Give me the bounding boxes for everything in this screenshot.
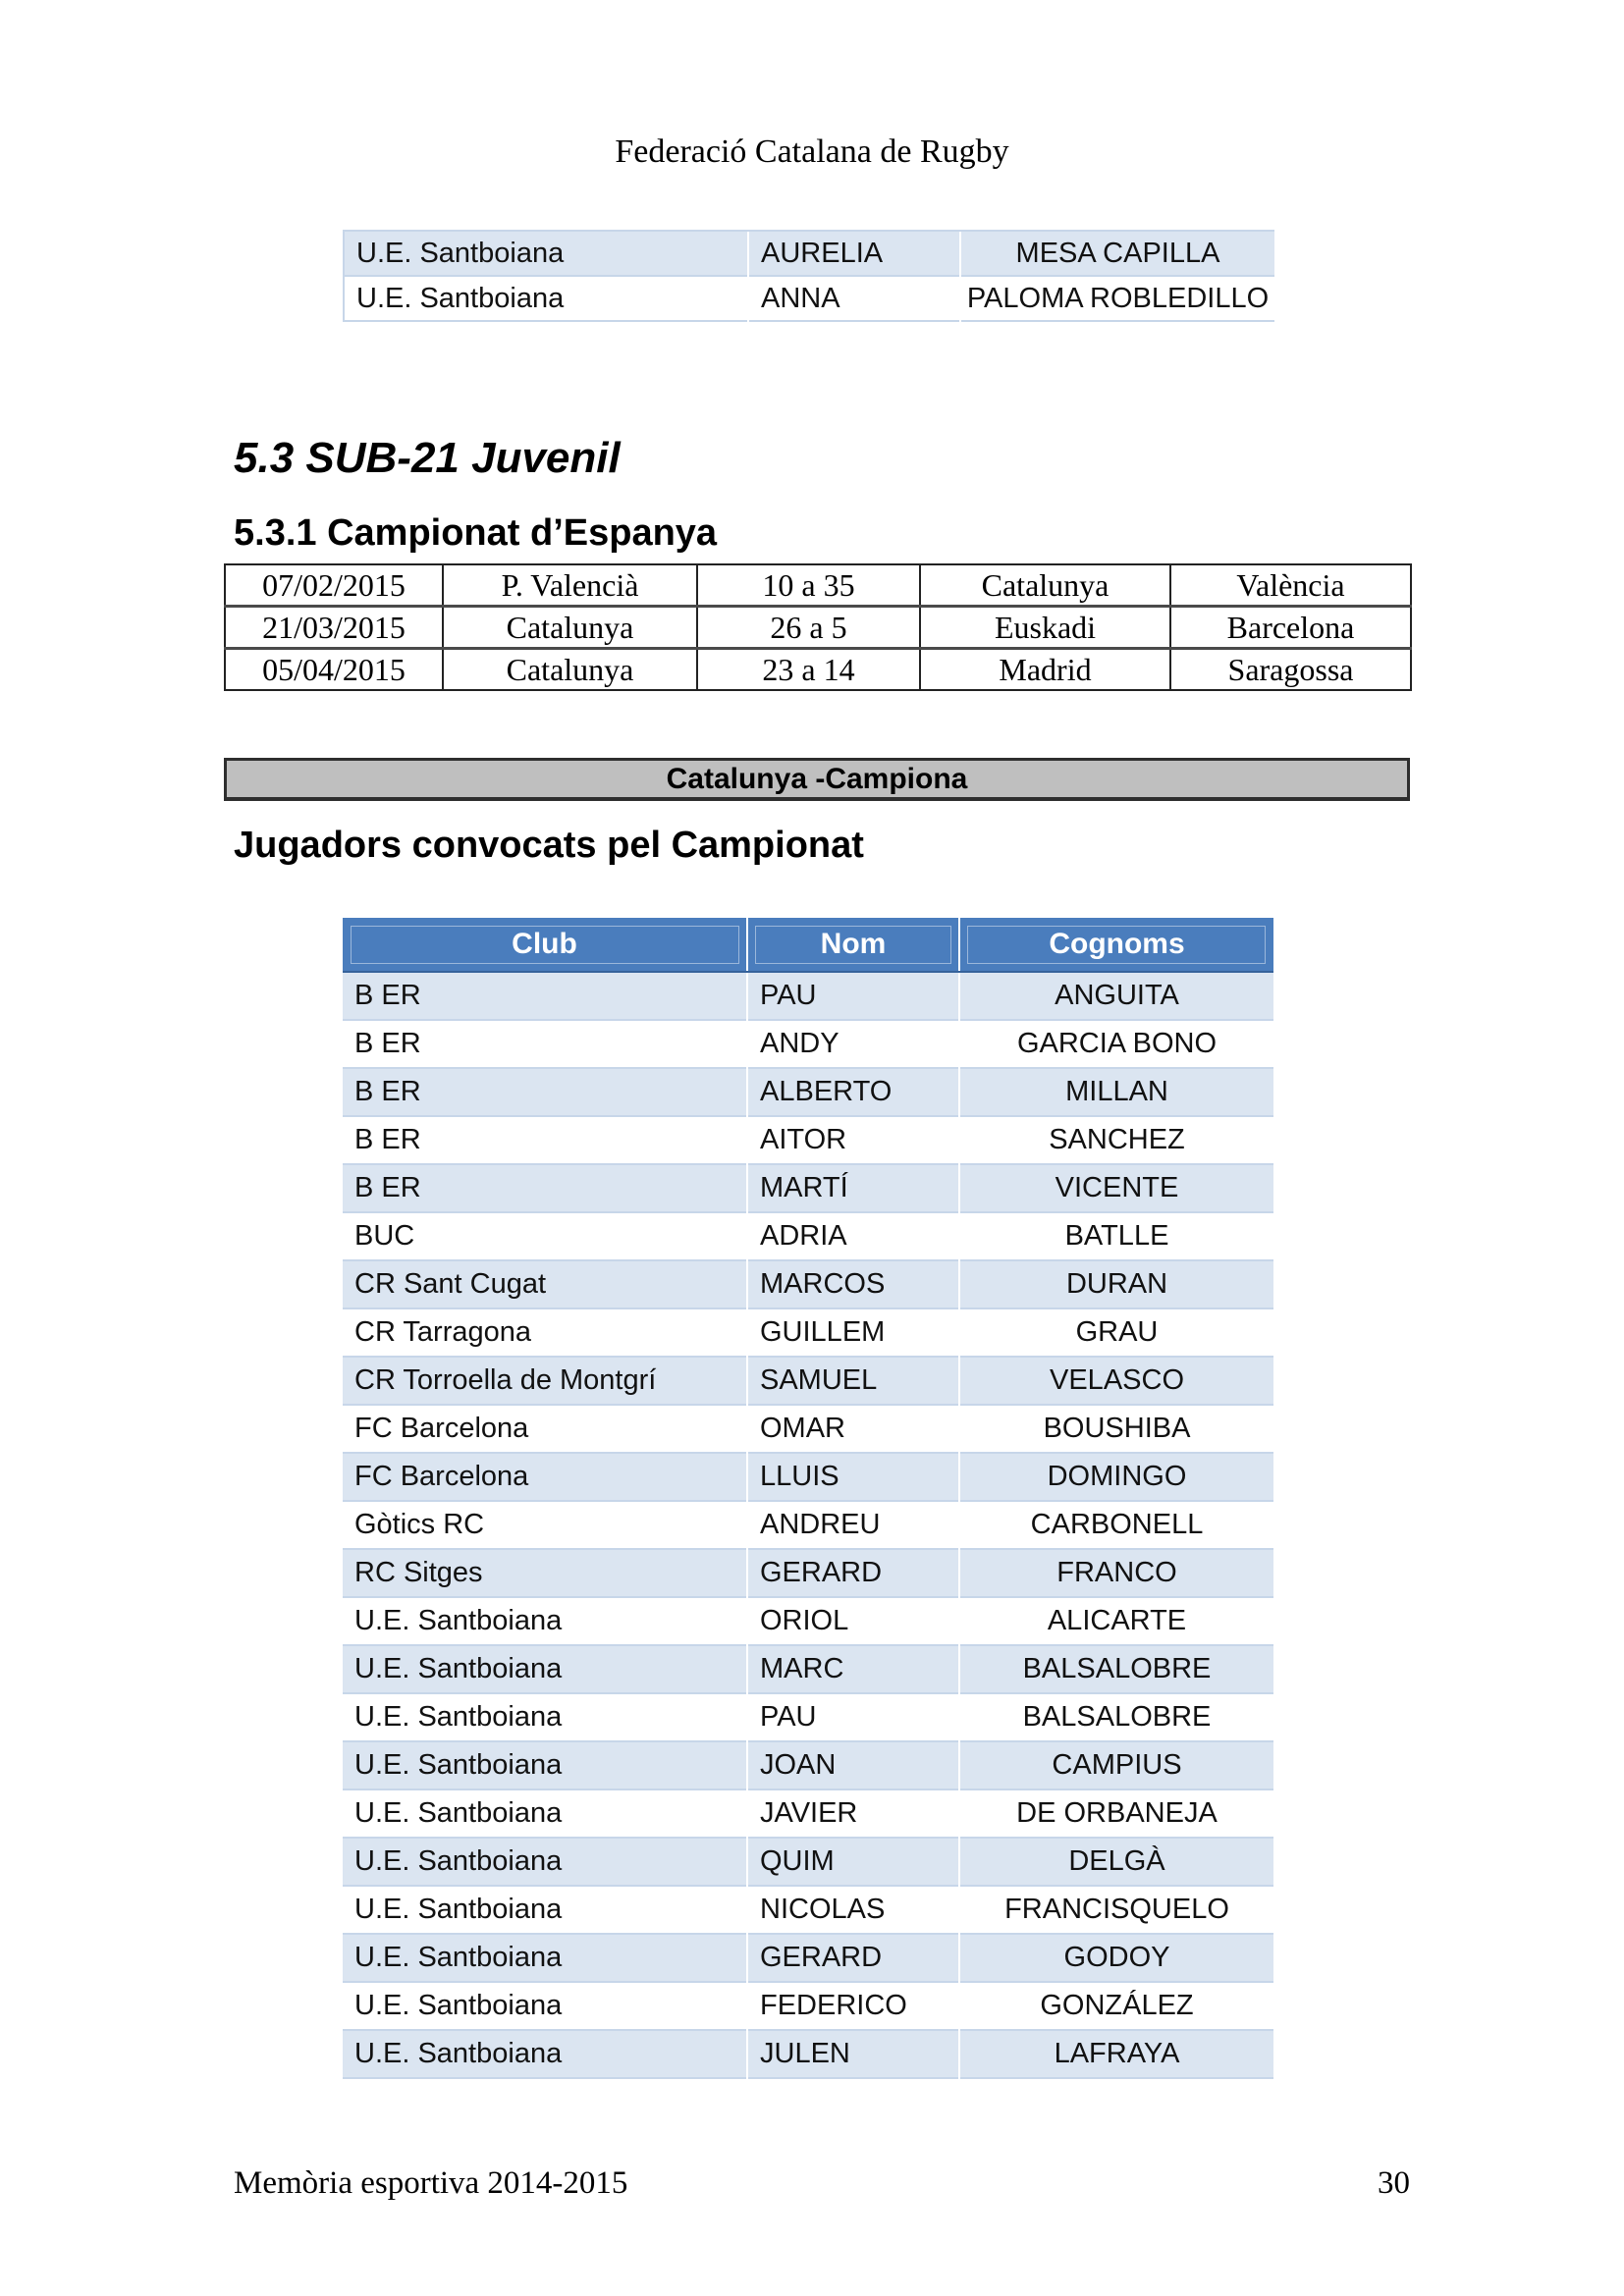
players-header-row (343, 918, 1273, 972)
player-row (343, 1886, 1273, 1934)
club-cell: U.E. Santboiana (343, 1693, 747, 1741)
cognoms-cell: CARBONELL (959, 1501, 1273, 1549)
cognoms-cell: DE ORBANEJA (959, 1789, 1273, 1838)
cognoms-cell: CAMPIUS (959, 1741, 1273, 1789)
cognoms-cell: GONZÁLEZ (959, 1982, 1273, 2030)
team-cell: Madrid (920, 649, 1170, 691)
cognoms-cell: DOMINGO (959, 1453, 1273, 1501)
table-row (344, 276, 1274, 321)
player-row (343, 972, 1273, 1020)
nom-cell: AURELIA (748, 231, 960, 276)
cognoms-cell: PALOMA ROBLEDILLO (960, 276, 1274, 321)
page-number: 30 (1378, 2165, 1410, 2201)
player-row (343, 1693, 1273, 1741)
score-cell: 26 a 5 (697, 607, 920, 649)
nom-cell: OMAR (747, 1405, 959, 1453)
player-row (343, 1838, 1273, 1886)
cognoms-cell: FRANCO (959, 1549, 1273, 1597)
nom-cell: GERARD (747, 1549, 959, 1597)
player-row (343, 1453, 1273, 1501)
player-row (343, 1982, 1273, 2030)
nom-cell: NICOLAS (747, 1886, 959, 1934)
player-row (343, 1020, 1273, 1068)
club-cell: BUC (343, 1212, 747, 1260)
results-table-body (225, 564, 1411, 690)
nom-cell: QUIM (747, 1838, 959, 1886)
club-cell: U.E. Santboiana (343, 1741, 747, 1789)
club-cell: U.E. Santboiana (343, 1789, 747, 1838)
cognoms-cell: ANGUITA (959, 972, 1273, 1020)
nom-cell: SAMUEL (747, 1357, 959, 1405)
team-cell: Catalunya (920, 564, 1170, 607)
club-cell: B ER (343, 1116, 747, 1164)
nom-cell: JOAN (747, 1741, 959, 1789)
club-cell: U.E. Santboiana (343, 1838, 747, 1886)
rival-cell: Catalunya (443, 649, 697, 691)
nom-cell: FEDERICO (747, 1982, 959, 2030)
venue-cell: Saragossa (1170, 649, 1411, 691)
club-cell: B ER (343, 1020, 747, 1068)
venue-cell: València (1170, 564, 1411, 607)
player-row (343, 1068, 1273, 1116)
carryover-table-body (344, 231, 1274, 321)
cognoms-cell: VELASCO (959, 1357, 1273, 1405)
date-cell: 05/04/2015 (225, 649, 443, 691)
club-cell: U.E. Santboiana (343, 1934, 747, 1982)
nom-cell: JAVIER (747, 1789, 959, 1838)
nom-cell: ANNA (748, 276, 960, 321)
nom-cell: GERARD (747, 1934, 959, 1982)
nom-cell: ANDY (747, 1020, 959, 1068)
score-cell: 10 a 35 (697, 564, 920, 607)
club-cell: FC Barcelona (343, 1405, 747, 1453)
rival-cell: Catalunya (443, 607, 697, 649)
footer-text: Memòria esportiva 2014-2015 (234, 2165, 628, 2201)
date-cell: 07/02/2015 (225, 564, 443, 607)
club-cell: RC Sitges (343, 1549, 747, 1597)
section-heading-sub21: 5.3 SUB-21 Juvenil (234, 434, 621, 482)
nom-cell: MARC (747, 1645, 959, 1693)
nom-cell: ADRIA (747, 1212, 959, 1260)
cognoms-cell: GARCIA BONO (959, 1020, 1273, 1068)
player-row (343, 2030, 1273, 2078)
nom-cell: ORIOL (747, 1597, 959, 1645)
nom-cell: PAU (747, 972, 959, 1020)
rival-cell: P. Valencià (443, 564, 697, 607)
player-row (343, 1308, 1273, 1357)
player-row (343, 1405, 1273, 1453)
club-cell: U.E. Santboiana (343, 1645, 747, 1693)
subsection-heading-campionat: 5.3.1 Campionat d’Espanya (234, 512, 718, 554)
club-cell: U.E. Santboiana (344, 276, 748, 321)
cognoms-cell: DURAN (959, 1260, 1273, 1308)
cognoms-cell: BALSALOBRE (959, 1693, 1273, 1741)
club-cell: FC Barcelona (343, 1453, 747, 1501)
player-row (343, 1164, 1273, 1212)
club-cell: U.E. Santboiana (343, 1597, 747, 1645)
player-row (343, 1741, 1273, 1789)
cognoms-cell: ALICARTE (959, 1597, 1273, 1645)
player-row (343, 1212, 1273, 1260)
cognoms-cell: SANCHEZ (959, 1116, 1273, 1164)
players-table-body (343, 972, 1273, 2078)
cognoms-cell: BOUSHIBA (959, 1405, 1273, 1453)
club-cell: B ER (343, 1068, 747, 1116)
carryover-table (343, 230, 1274, 322)
club-cell: U.E. Santboiana (344, 231, 748, 276)
player-row (343, 1357, 1273, 1405)
club-cell: U.E. Santboiana (343, 1886, 747, 1934)
cognoms-cell: MILLAN (959, 1068, 1273, 1116)
nom-cell: MARCOS (747, 1260, 959, 1308)
players-heading: Jugadors convocats pel Campionat (234, 825, 864, 866)
cognoms-cell: BALSALOBRE (959, 1645, 1273, 1693)
club-cell: B ER (343, 1164, 747, 1212)
player-row (343, 1645, 1273, 1693)
header-cognoms: Cognoms (959, 918, 1273, 972)
nom-cell: JULEN (747, 2030, 959, 2078)
club-cell: CR Torroella de Montgrí (343, 1357, 747, 1405)
result-row (225, 649, 1411, 691)
player-row (343, 1597, 1273, 1645)
venue-cell: Barcelona (1170, 607, 1411, 649)
table-row (344, 231, 1274, 276)
nom-cell: LLUIS (747, 1453, 959, 1501)
nom-cell: PAU (747, 1693, 959, 1741)
header-nom: Nom (747, 918, 959, 972)
champion-banner: Catalunya -Campiona (224, 758, 1410, 801)
results-table (224, 563, 1412, 691)
date-cell: 21/03/2015 (225, 607, 443, 649)
player-row (343, 1501, 1273, 1549)
club-cell: B ER (343, 972, 747, 1020)
nom-cell: ALBERTO (747, 1068, 959, 1116)
cognoms-cell: FRANCISQUELO (959, 1886, 1273, 1934)
nom-cell: AITOR (747, 1116, 959, 1164)
team-cell: Euskadi (920, 607, 1170, 649)
club-cell: CR Sant Cugat (343, 1260, 747, 1308)
player-row (343, 1116, 1273, 1164)
result-row (225, 564, 1411, 607)
club-cell: CR Tarragona (343, 1308, 747, 1357)
cognoms-cell: LAFRAYA (959, 2030, 1273, 2078)
player-row (343, 1934, 1273, 1982)
cognoms-cell: DELGÀ (959, 1838, 1273, 1886)
club-cell: U.E. Santboiana (343, 1982, 747, 2030)
result-row (225, 607, 1411, 649)
page-footer (234, 2165, 1410, 2202)
nom-cell: MARTÍ (747, 1164, 959, 1212)
player-row (343, 1260, 1273, 1308)
players-table-head (343, 918, 1273, 972)
players-table (343, 918, 1273, 2079)
page-header-title: Federació Catalana de Rugby (615, 133, 1009, 170)
club-cell: U.E. Santboiana (343, 2030, 747, 2078)
nom-cell: ANDREU (747, 1501, 959, 1549)
cognoms-cell: MESA CAPILLA (960, 231, 1274, 276)
header-club: Club (343, 918, 747, 972)
cognoms-cell: GRAU (959, 1308, 1273, 1357)
nom-cell: GUILLEM (747, 1308, 959, 1357)
player-row (343, 1549, 1273, 1597)
player-row (343, 1789, 1273, 1838)
score-cell: 23 a 14 (697, 649, 920, 691)
cognoms-cell: BATLLE (959, 1212, 1273, 1260)
club-cell: Gòtics RC (343, 1501, 747, 1549)
cognoms-cell: GODOY (959, 1934, 1273, 1982)
cognoms-cell: VICENTE (959, 1164, 1273, 1212)
